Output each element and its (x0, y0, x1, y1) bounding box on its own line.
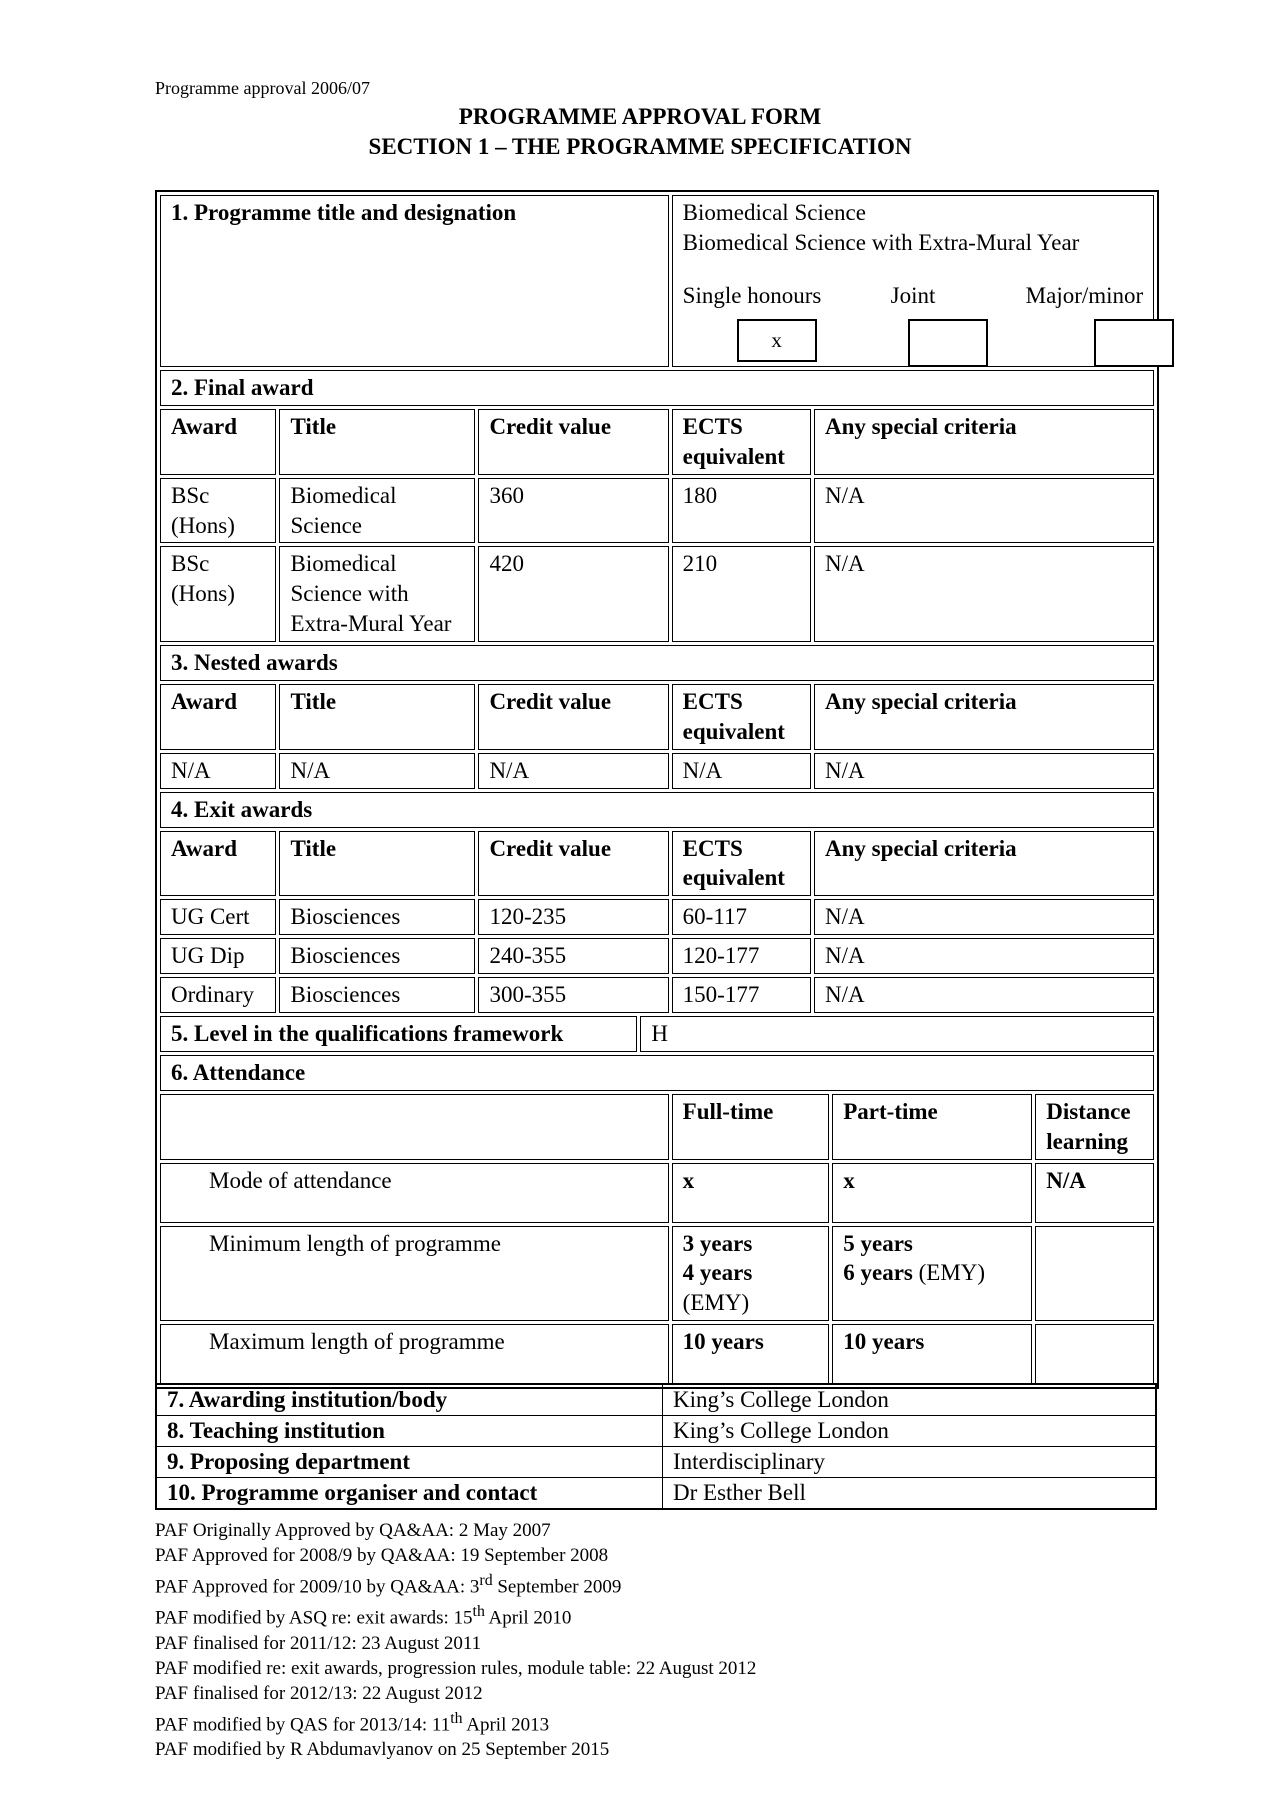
ects-cell: 150-177 (672, 977, 811, 1013)
credit-cell: 120-235 (478, 899, 668, 935)
credit-cell: 420 (478, 546, 668, 642)
proposing-department-value: Interdisciplinary (663, 1447, 1157, 1478)
history-line (155, 1706, 756, 1737)
max-length-row (160, 1324, 1154, 1384)
history-text: September 2009 (492, 1576, 622, 1598)
award-cell: Ordinary (160, 977, 276, 1013)
programme-spec-table (155, 190, 1159, 1389)
final-award-label: 2. Final award (160, 370, 1154, 406)
table-row (160, 938, 1154, 974)
exit-awards-label: 4. Exit awards (160, 792, 1154, 828)
institution-table (155, 1383, 1157, 1510)
programme-organiser-value: Dr Esther Bell (663, 1478, 1157, 1510)
min-length-full-time (672, 1226, 830, 1322)
history-line: PAF modified by R Abdumavlyanov on 25 September 2015 (155, 1738, 610, 1760)
header-title: Title (279, 831, 475, 897)
mode-part-time: x (832, 1163, 1032, 1223)
approval-history (155, 1518, 756, 1762)
header-credit: Credit value (478, 831, 668, 897)
max-length-full-time: 10 years (672, 1324, 830, 1384)
header-award: Award (160, 684, 276, 750)
criteria-cell: N/A (814, 546, 1154, 642)
history-line (155, 1568, 756, 1599)
ects-cell: 120-177 (672, 938, 811, 974)
min-pt-emy: 6 years (843, 1260, 913, 1286)
nested-awards-header-row (160, 684, 1154, 750)
award-cell: UG Dip (160, 938, 276, 974)
final-award-section-row (160, 370, 1154, 406)
exit-awards-section-row (160, 792, 1154, 828)
title-cell: Biomedical Science (279, 478, 475, 544)
header-award: Award (160, 409, 276, 475)
history-line: PAF finalised for 2011/12: 23 August 2011 (155, 1632, 482, 1654)
title-cell: Biosciences (279, 977, 475, 1013)
history-text: April 2010 (484, 1607, 572, 1629)
running-head: Programme approval 2006/07 (155, 78, 370, 98)
max-length-label: Maximum length of programme (160, 1324, 669, 1384)
proposing-department-label: 9. Proposing department (156, 1447, 663, 1478)
header-ects: ECTS equivalent (672, 831, 811, 897)
history-text: PAF modified by QAS for 2013/14: 11 (155, 1713, 451, 1735)
joint-checkbox[interactable] (908, 319, 988, 367)
history-line: PAF Originally Approved by QA&AA: 2 May 2007 (155, 1520, 551, 1541)
section-title: SECTION 1 – THE PROGRAMME SPECIFICATION (368, 134, 912, 159)
table-row (160, 753, 1154, 789)
criteria-cell: N/A (814, 753, 1154, 789)
min-ft-emy: 4 years (682, 1260, 753, 1286)
credit-cell: 360 (478, 478, 668, 544)
award-cell: N/A (160, 753, 276, 789)
designation-options (683, 281, 1163, 311)
ordinal-suffix: rd (479, 1572, 493, 1589)
table-row (160, 977, 1154, 1013)
level-label: 5. Level in the qualifications framework (160, 1016, 637, 1052)
table-row (156, 1447, 1156, 1478)
ects-cell: 180 (672, 478, 811, 544)
single-honours-label: Single honours (682, 283, 822, 308)
ects-cell: 60-117 (672, 899, 811, 935)
header-title: Title (279, 684, 475, 750)
header-full-time: Full-time (672, 1094, 830, 1160)
credit-cell: 240-355 (478, 938, 668, 974)
table-row (160, 899, 1154, 935)
table-row (160, 478, 1154, 544)
awarding-institution-value: King’s College London (663, 1384, 1157, 1416)
history-line: PAF modified re: exit awards, progression rules, module table: 22 August 2012 (155, 1657, 757, 1679)
emy-suffix: (EMY) (912, 1260, 986, 1286)
major-minor-checkbox[interactable] (1094, 319, 1174, 367)
programme-title-1: Biomedical Science (682, 200, 866, 225)
table-row (160, 546, 1154, 642)
level-value: H (640, 1016, 1154, 1052)
mode-label: Mode of attendance (160, 1163, 669, 1223)
header-part-time: Part-time (832, 1094, 1032, 1160)
table-row (156, 1416, 1156, 1447)
level-row (160, 1016, 1154, 1052)
criteria-cell: N/A (814, 977, 1154, 1013)
title-cell: Biomedical Science with Extra-Mural Year (279, 546, 475, 642)
max-length-part-time: 10 years (832, 1324, 1032, 1384)
credit-cell: N/A (478, 753, 668, 789)
header-ects: ECTS equivalent (672, 409, 811, 475)
title-cell: N/A (279, 753, 475, 789)
max-length-distance (1035, 1324, 1154, 1384)
table-row (156, 1478, 1156, 1510)
teaching-institution-label: 8. Teaching institution (156, 1416, 663, 1447)
history-line: PAF finalised for 2012/13: 22 August 2012 (155, 1682, 483, 1704)
header-award: Award (160, 831, 276, 897)
header-criteria: Any special criteria (814, 409, 1154, 475)
history-line: PAF Approved for 2008/9 by QA&AA: 19 September 2008 (155, 1545, 609, 1566)
awarding-institution-label: 7. Awarding institution/body (156, 1384, 663, 1416)
header-credit: Credit value (478, 684, 668, 750)
header-criteria: Any special criteria (814, 831, 1154, 897)
header-distance-learning: Distance learning (1035, 1094, 1154, 1160)
ordinal-suffix: th (450, 1709, 463, 1727)
form-title: PROGRAMME APPROVAL FORM (458, 104, 822, 129)
min-ft: 3 years (682, 1230, 753, 1256)
mode-full-time: x (672, 1163, 830, 1223)
attendance-header-row (160, 1094, 1154, 1160)
ects-cell: 210 (672, 546, 811, 642)
min-length-part-time (832, 1226, 1032, 1322)
header-ects: ECTS equivalent (672, 684, 811, 750)
title-cell: Biosciences (279, 899, 475, 935)
exit-awards-header-row (160, 831, 1154, 897)
min-length-distance (1035, 1226, 1154, 1322)
nested-awards-label: 3. Nested awards (160, 645, 1154, 681)
programme-title-2: Biomedical Science with Extra-Mural Year (682, 229, 1080, 255)
programme-organiser-label: 10. Programme organiser and contact (156, 1478, 663, 1510)
ects-cell: N/A (672, 753, 811, 789)
mode-row (160, 1163, 1154, 1223)
mode-distance: N/A (1035, 1163, 1154, 1223)
programme-title-cell (672, 195, 1154, 367)
table-row (156, 1384, 1156, 1416)
attendance-blank-header (160, 1094, 669, 1160)
header-credit: Credit value (478, 409, 668, 475)
attendance-label: 6. Attendance (160, 1055, 1154, 1091)
header-criteria: Any special criteria (814, 684, 1154, 750)
teaching-institution-value: King’s College London (663, 1416, 1157, 1447)
criteria-cell: N/A (814, 938, 1154, 974)
award-cell: BSc (Hons) (160, 478, 276, 544)
final-award-header-row (160, 409, 1154, 475)
criteria-cell: N/A (814, 478, 1154, 544)
min-length-label: Minimum length of programme (160, 1226, 669, 1322)
emy-suffix: (EMY) (682, 1290, 750, 1316)
joint-label: Joint (890, 283, 936, 308)
history-line (155, 1599, 756, 1630)
history-text: PAF modified by ASQ re: exit awards: 15 (155, 1607, 473, 1629)
header-title: Title (279, 409, 475, 475)
history-text: PAF Approved for 2009/10 by QA&AA: 3 (155, 1576, 480, 1598)
attendance-section-row (160, 1055, 1154, 1091)
credit-cell: 300-355 (478, 977, 668, 1013)
ordinal-suffix: th (472, 1603, 485, 1621)
nested-awards-section-row (160, 645, 1154, 681)
min-length-row (160, 1226, 1154, 1322)
history-text: April 2013 (462, 1713, 550, 1735)
min-pt: 5 years (843, 1230, 913, 1256)
programme-title-label: 1. Programme title and designation (160, 195, 669, 367)
title-cell: Biosciences (279, 938, 475, 974)
award-cell: BSc (Hons) (160, 546, 276, 642)
award-cell: UG Cert (160, 899, 276, 935)
major-minor-label: Major/minor (1025, 283, 1144, 308)
criteria-cell: N/A (814, 899, 1154, 935)
programme-title-row (160, 195, 1154, 367)
single-honours-checkbox[interactable]: x (737, 319, 817, 362)
